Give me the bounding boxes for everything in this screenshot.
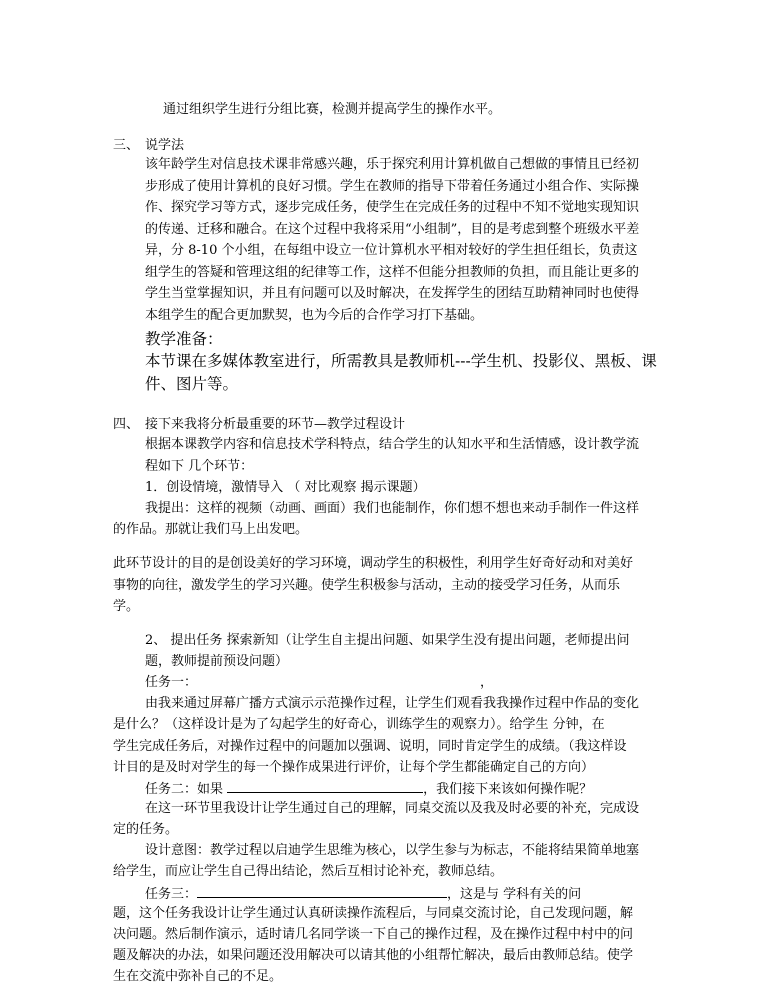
paragraph-line: 题及解决的办法，如果问题还没用解决可以请其他的小组帮忙解决，最后由教师总结。使学 — [113, 948, 634, 963]
prep-title: 教学准备： — [145, 330, 223, 348]
paragraph-line: 组学生的答疑和管理这组的纪律等工作，这样不但能分担教师的负担，而且能让更多的 — [145, 265, 640, 280]
step-2-line: 2、 提出任务 探索新知（让学生自主提出问题、如果学生没有提出问题，老师提出问 — [145, 633, 630, 648]
section-4-number: 四、 — [113, 417, 140, 432]
prep-line: 本节课在多媒体教室进行，所需教具是教师机---学生机、投影仪、黑板、课 — [145, 352, 657, 370]
step-2-line: 题，教师提前预设问题） — [145, 654, 289, 669]
paragraph-line: 异，分 8-10 个小组，在每组中设立一位计算机水平相对较好的学生担任组长，负责这 — [145, 243, 638, 258]
paragraph-line: 事物的向往，激发学生的学习兴趣。使学生积极参与活动，主动的接受学习任务，从而乐 — [113, 578, 621, 593]
paragraph-line: 定的任务。 — [113, 822, 179, 837]
paragraph-line: 决问题。然后制作演示，适时请几名同学谈一下自己的操作过程，及在操作过程中村中的问 — [113, 927, 634, 942]
task-1-label: 任务一： — [145, 675, 198, 690]
task-2-after: ，我们接下来该如何操作呢？ — [423, 782, 593, 797]
paragraph-line: 程如下 几个环节： — [145, 459, 254, 474]
step-1-line: 1．创设情境，激情导入 （ 对比观察 揭示课题） — [145, 480, 426, 495]
section-4-title: 接下来我将分析最重要的环节—教学过程设计 — [145, 417, 406, 432]
prep-line: 件、图片等。 — [145, 375, 239, 393]
paragraph-line: 的传递、迁移和融合。在这个过程中我将采用“小组制”，目的是考虑到整个班级水平差 — [145, 222, 640, 237]
paragraph-line: 在这一环节里我设计让学生通过自己的理解，同桌交流以及我及时必要的补充，完成设 — [145, 801, 640, 816]
paragraph-line: 步形成了使用计算机的良好习惯。学生在教师的指导下带着任务通过小组合作、实际操 — [145, 179, 640, 194]
paragraph-line: 此环节设计的目的是创设美好的学习环境，调动学生的积极性，利用学生好奇好动和对美好 — [113, 556, 634, 571]
section-3-title: 说学法 — [145, 138, 185, 153]
paragraph-line: 作、探究学习等方式，逐步完成任务，使学生在完成任务的过程中不知不觉地实现知识 — [145, 200, 640, 215]
intro-line: 通过组织学生进行分组比赛，检测并提高学生的操作水平。 — [163, 102, 502, 117]
blank-underline — [197, 882, 447, 898]
blank-underline — [227, 777, 423, 793]
paragraph-line: 学生当堂掌握知识，并且有问题可以及时解决，在发挥学生的团结互助精神同时也使得 — [145, 286, 640, 301]
task-2-label: 任务二：如果 — [145, 782, 224, 797]
paragraph-line: 是什么？（这样设计是为了勾起学生的好奇心，训练学生的观察力）。给学生 分钟，在 — [113, 717, 605, 732]
task-3-label: 任务三： — [145, 887, 198, 902]
paragraph-line: 本组学生的配合更加默契，也为今后的合作学习打下基础。 — [145, 308, 484, 323]
paragraph-line: 我提出：这样的视频（动画、画面）我们也能制作，你们想不想也来动手制作一件这样 — [145, 501, 640, 516]
paragraph-line: 该年龄学生对信息技术课非常感兴趣，乐于探究利用计算机做自己想做的事情且已经初 — [145, 157, 640, 172]
paragraph-line: 生在交流中弥补自己的不足。 — [113, 969, 283, 984]
paragraph-line: 设计意图：教学过程以启迪学生思维为核心，以学生参与为标志，不能将结果简单地塞 — [145, 843, 640, 858]
paragraph-line: 题，这个任务我设计让学生通过认真研读操作流程后，与同桌交流讨论，自己发现问题，解 — [113, 906, 634, 921]
section-3-number: 三、 — [113, 138, 140, 153]
paragraph-line: 计目的是及时对学生的每一个操作成果进行评价，让每个学生都能确定自己的方向） — [113, 760, 595, 775]
paragraph-line: 学生完成任务后，对操作过程中的问题加以强调、说明，同时肯定学生的成绩。（我这样设 — [113, 739, 627, 754]
task-1-comma: ， — [480, 675, 494, 690]
paragraph-line: 给学生，而应让学生自己得出结论，然后互相讨论补充，教师总结。 — [113, 864, 504, 879]
paragraph-line: 学。 — [113, 599, 140, 614]
task-3-after: ，这是与 学科有关的问 — [447, 887, 582, 902]
paragraph-line: 的作品。那就让我们马上出发吧。 — [113, 522, 309, 537]
paragraph-line: 根据本课教学内容和信息技术学科特点，结合学生的认知水平和生活情感，设计教学流 — [145, 437, 640, 452]
paragraph-line: 由我来通过屏幕广播方式演示示范操作过程，让学生们观看我我操作过程中作品的变化 — [145, 696, 640, 711]
